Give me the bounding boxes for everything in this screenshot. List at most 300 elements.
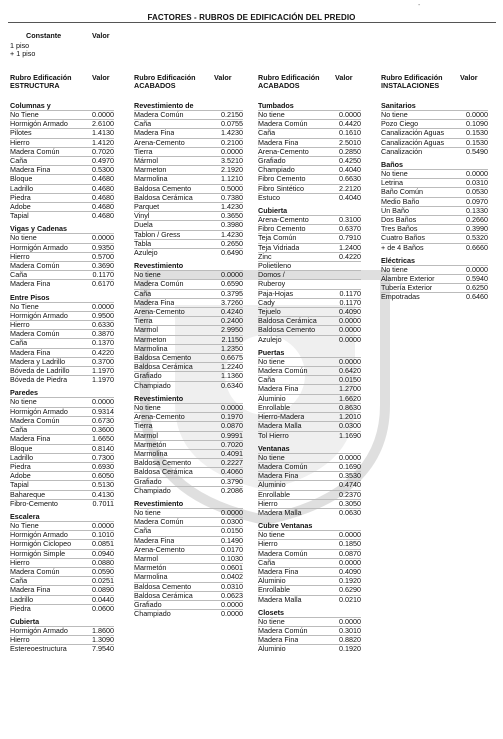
row-value: 1.4230	[221, 202, 243, 212]
row-value	[333, 271, 361, 279]
row-label: No tiene	[134, 271, 161, 280]
table-row	[258, 224, 361, 233]
table-row	[134, 156, 243, 165]
table-row	[10, 252, 114, 261]
table-row	[10, 595, 114, 604]
table-row	[258, 644, 361, 653]
table-row	[10, 348, 114, 357]
row-value: 0.3010	[339, 625, 361, 635]
row-label: Marmolina	[134, 573, 168, 582]
rubro-section	[10, 224, 114, 288]
row-value: 0.2660	[466, 215, 488, 225]
table-row	[134, 554, 243, 563]
row-value: 0.8630	[339, 402, 361, 412]
table-row	[10, 261, 114, 270]
table-row	[258, 375, 361, 384]
header-estructura	[10, 74, 72, 90]
table-row	[134, 298, 243, 307]
column-acabados-1	[134, 98, 243, 622]
row-label: Baldosa Cemento	[258, 326, 316, 335]
row-label: Hormigón Simple	[10, 549, 66, 558]
table-row	[10, 366, 114, 375]
row-value: 0.3790	[221, 476, 243, 486]
constante-list	[10, 42, 35, 58]
row-label: Ladrillo	[10, 184, 34, 193]
table-row	[10, 338, 114, 347]
row-label: Adobe	[10, 472, 31, 481]
row-value: 0.3795	[221, 288, 243, 298]
row-label: Madera Fina	[134, 536, 175, 545]
row-value: 0.7380	[221, 192, 243, 202]
row-label: Domos /	[258, 271, 285, 280]
row-value: 0.0870	[221, 421, 243, 431]
section-title: Ventanas	[258, 443, 290, 453]
table-row	[258, 325, 361, 334]
row-value: 1.1690	[339, 430, 361, 440]
row-label: Enrollable	[258, 586, 290, 595]
row-value: 0.6675	[221, 353, 243, 363]
row-label: Marmol	[134, 326, 158, 335]
row-label: Grafiado	[134, 477, 162, 486]
row-label: Zinc	[258, 252, 272, 261]
table-row	[258, 453, 361, 462]
row-value: 1.1970	[92, 375, 114, 385]
table-row	[134, 609, 243, 618]
row-label: Madera Fina	[134, 298, 175, 307]
row-label: Hormigón Armado	[10, 120, 68, 129]
table-row	[10, 202, 114, 211]
row-value: 0.0940	[92, 548, 114, 558]
table-row	[381, 197, 488, 206]
table-row	[134, 325, 243, 334]
rubro-section	[381, 160, 488, 252]
table-row	[258, 270, 361, 279]
table-row	[258, 412, 361, 421]
row-label: Madera Común	[258, 120, 308, 129]
table-row	[10, 635, 114, 644]
section-title: Columnas y	[10, 101, 51, 110]
row-value: 0.3690	[92, 261, 114, 271]
row-label: Hierro	[10, 558, 30, 567]
table-row	[134, 230, 243, 239]
table-row	[258, 335, 361, 344]
row-value: 0.6250	[466, 283, 488, 293]
table-row	[10, 211, 114, 220]
row-value: 0.3870	[92, 329, 114, 339]
table-row	[10, 156, 114, 165]
table-row	[134, 344, 243, 353]
row-label: Pilotes	[10, 129, 32, 138]
section-title: Baños	[381, 160, 403, 170]
rubro-section	[134, 499, 243, 618]
row-label: Aluminio	[258, 394, 286, 403]
table-row	[10, 184, 114, 193]
row-label: Madera Común	[258, 462, 308, 471]
table-row	[381, 187, 488, 196]
row-label: Dos Baños	[381, 216, 417, 225]
row-label: + de 4 Baños	[381, 243, 424, 252]
row-label: No tiene	[10, 234, 37, 243]
table-row	[10, 604, 114, 613]
table-row	[381, 243, 488, 252]
table-row	[381, 138, 488, 147]
rubro-section	[10, 617, 114, 654]
row-label: Madera Común	[10, 416, 60, 425]
row-label: Madera Fina	[10, 166, 51, 175]
table-row	[258, 530, 361, 539]
row-value: 0.3600	[92, 425, 114, 435]
row-value: 1.2010	[339, 412, 361, 422]
row-label: Pozo Ciego	[381, 120, 419, 129]
table-row	[134, 458, 243, 467]
table-row	[381, 119, 488, 128]
row-value: 0.2650	[221, 238, 243, 248]
row-value: 0.6370	[339, 224, 361, 234]
row-value: 1.4120	[92, 137, 114, 147]
row-value: 0.0150	[221, 526, 243, 536]
row-value: 0.1030	[221, 553, 243, 563]
row-value: 0.1170	[92, 270, 114, 280]
section-title: Puertas	[258, 347, 285, 357]
row-value: 0.4680	[92, 183, 114, 193]
row-value: 0.0870	[339, 548, 361, 558]
row-label: Hierro	[258, 499, 278, 508]
row-label: Fibro-Cemento	[10, 499, 58, 508]
row-value: 0.1610	[339, 128, 361, 138]
row-label: Hierro	[10, 321, 30, 330]
corner-tick: -	[418, 2, 421, 9]
row-value: 0.1010	[92, 530, 114, 540]
table-row	[10, 233, 114, 242]
row-label: Bahareque	[10, 490, 46, 499]
rubro-section	[258, 348, 361, 440]
row-label: Madera Común	[258, 367, 308, 376]
table-row	[10, 243, 114, 252]
row-label: Alambre Exterior	[381, 275, 435, 284]
row-value: 0.1330	[466, 205, 488, 215]
row-value: 0.8140	[92, 443, 114, 453]
row-label: Empotradas	[381, 293, 420, 302]
row-value: 0.6660	[466, 242, 488, 252]
table-row	[381, 215, 488, 224]
table-row	[134, 220, 243, 229]
table-row	[134, 536, 243, 545]
table-row	[258, 471, 361, 480]
row-label: No tiene	[381, 111, 408, 119]
row-value: 0.0000	[339, 334, 361, 344]
row-value: 0.0000	[466, 110, 488, 119]
header-rubro: Rubro Edificación	[258, 73, 320, 82]
row-label: Bóveda de Ladrillo	[10, 367, 70, 376]
header-valor: Valor	[460, 73, 478, 82]
row-value: 0.5700	[92, 251, 114, 261]
row-label: No Tiene	[10, 521, 39, 530]
table-row	[258, 394, 361, 403]
row-value: 0.1090	[466, 119, 488, 129]
row-label: Caña	[10, 577, 28, 586]
row-label: Madera Fina	[258, 567, 299, 576]
constante-valor-header: Valor	[92, 31, 110, 40]
row-value: 0.3980	[221, 220, 243, 230]
table-row	[10, 576, 114, 585]
table-row	[134, 591, 243, 600]
section-title: Cubierta	[258, 206, 288, 216]
table-row	[10, 165, 114, 174]
section-title: Eléctricas	[381, 255, 415, 265]
table-row	[10, 407, 114, 416]
row-label: Hormigón Armado	[10, 243, 68, 252]
row-label: Tabla	[134, 239, 152, 248]
row-value: 0.2100	[221, 137, 243, 147]
table-row	[381, 178, 488, 187]
rubro-section	[381, 256, 488, 302]
row-value: 0.0590	[92, 566, 114, 576]
row-label: No tiene	[10, 398, 37, 407]
row-label: Cuatro Baños	[381, 234, 425, 243]
row-label: Madera Fina	[258, 138, 299, 147]
table-row	[258, 147, 361, 156]
row-value: 0.0310	[466, 178, 488, 188]
row-label: Madera Común	[10, 147, 60, 156]
row-value: 0.1690	[339, 461, 361, 471]
row-value: 0.0000	[221, 270, 243, 280]
row-label: Madera Fina	[10, 280, 51, 289]
row-value: 0.5130	[92, 480, 114, 490]
row-label: Baldosa Cerámica	[134, 468, 193, 477]
row-value: 0.3700	[92, 356, 114, 366]
row-value: 0.0210	[339, 594, 361, 604]
table-row	[134, 184, 243, 193]
row-value: 0.2150	[221, 110, 243, 119]
row-value: 0.1170	[339, 288, 361, 298]
table-row	[10, 311, 114, 320]
row-label: Madera Común	[258, 626, 308, 635]
row-value: 0.0600	[92, 603, 114, 613]
table-row	[10, 471, 114, 480]
row-value: 0.4970	[92, 156, 114, 166]
row-value: 0.0623	[221, 590, 243, 600]
header-rubro: Rubro Edificación	[381, 73, 443, 82]
rubro-section	[258, 608, 361, 654]
row-label: Madera Malla	[258, 595, 302, 604]
row-value: 0.0440	[92, 594, 114, 604]
row-label: Tres Baños	[381, 225, 418, 234]
row-label: Bloque	[10, 444, 33, 453]
row-label: No tiene	[258, 531, 285, 540]
header-sub: ACABADOS	[258, 81, 300, 90]
table-row	[10, 279, 114, 288]
row-value: 1.1360	[221, 371, 243, 381]
table-row	[134, 362, 243, 371]
table-row	[258, 243, 361, 252]
row-value: 0.0970	[466, 196, 488, 206]
table-row	[134, 270, 243, 279]
row-label: Madera Común	[10, 262, 60, 271]
row-value: 0.0880	[92, 557, 114, 567]
column-instalaciones	[381, 98, 488, 306]
row-value: 0.7020	[221, 439, 243, 449]
row-value: 0.4090	[339, 307, 361, 317]
row-value: 0.3990	[466, 224, 488, 234]
row-value: 0.2227	[221, 458, 243, 468]
table-row	[134, 335, 243, 344]
row-value: 1.8600	[92, 625, 114, 635]
row-value	[333, 280, 361, 288]
table-row	[258, 316, 361, 325]
row-label: Baldosa Cerámica	[134, 193, 193, 202]
row-label: Madera Común	[258, 549, 308, 558]
row-value: 0.4250	[339, 156, 361, 166]
table-row	[258, 193, 361, 202]
row-label: Enrollable	[258, 403, 290, 412]
table-row	[258, 184, 361, 193]
section-title: Sanitarios	[381, 101, 416, 110]
table-row	[10, 128, 114, 137]
row-label: Estuco	[258, 193, 280, 202]
row-value: 0.0000	[221, 402, 243, 412]
row-value: 0.0150	[339, 375, 361, 385]
row-label: Tierra	[134, 422, 153, 431]
table-row	[258, 558, 361, 567]
row-value: 0.6590	[221, 279, 243, 289]
table-row	[258, 366, 361, 375]
table-row	[134, 440, 243, 449]
table-row	[381, 292, 488, 301]
table-row	[10, 375, 114, 384]
row-value: 0.0601	[221, 563, 243, 573]
row-label: Mármol	[134, 157, 158, 166]
table-row	[134, 563, 243, 572]
table-row	[134, 193, 243, 202]
row-value: 0.7300	[92, 452, 114, 462]
table-row	[258, 585, 361, 594]
row-value	[333, 262, 361, 270]
row-value: 0.0000	[339, 452, 361, 462]
row-label: Caña	[258, 558, 276, 567]
table-row	[258, 499, 361, 508]
row-value: 0.2400	[221, 316, 243, 326]
row-label: Marmol	[134, 554, 158, 563]
row-label: Baldosa Cerámica	[134, 591, 193, 600]
row-value: 0.9991	[221, 430, 243, 440]
table-row	[258, 635, 361, 644]
row-value: 1.2400	[339, 242, 361, 252]
row-value: 0.0000	[466, 264, 488, 274]
row-value: 1.1210	[221, 174, 243, 184]
row-label: Madera Común	[10, 567, 60, 576]
row-label: Hormigón Armado	[10, 407, 68, 416]
table-row	[134, 202, 243, 211]
row-value: 0.0000	[339, 356, 361, 366]
section-title: Revestimiento de	[134, 101, 194, 110]
row-label: Madera Fina	[258, 472, 299, 481]
row-label: Caña	[10, 271, 28, 280]
row-value: 0.4130	[92, 489, 114, 499]
row-label: Un Baño	[381, 206, 409, 215]
row-label: Arena-Cemento	[258, 216, 309, 225]
table-row	[258, 289, 361, 298]
rubro-section	[134, 394, 243, 495]
row-label: No tiene	[381, 265, 408, 274]
table-row	[134, 421, 243, 430]
row-value: 0.6460	[466, 292, 488, 302]
row-label: Hormigón Armado	[10, 626, 68, 635]
table-row	[134, 211, 243, 220]
rubro-section	[134, 101, 243, 257]
row-label: No tiene	[258, 617, 285, 626]
table-row	[134, 431, 243, 440]
row-label: No tiene	[134, 508, 161, 517]
table-row	[134, 239, 243, 248]
row-value: 0.4420	[339, 119, 361, 129]
row-label: Tapial	[10, 212, 29, 221]
table-row	[258, 307, 361, 316]
row-label: No Tiene	[10, 111, 39, 119]
row-value: 1.2240	[221, 362, 243, 372]
table-row	[10, 138, 114, 147]
table-row	[10, 444, 114, 453]
row-value: 0.1490	[221, 535, 243, 545]
row-value: 0.0170	[221, 544, 243, 554]
row-value: 0.0000	[339, 530, 361, 540]
row-value: 0.3100	[339, 215, 361, 225]
row-label: Champiado	[134, 381, 171, 390]
table-row	[134, 307, 243, 316]
rubro-section	[258, 101, 361, 202]
table-row	[381, 128, 488, 137]
row-label: Arena-Cemento	[134, 413, 185, 422]
table-row	[134, 110, 243, 119]
row-label: Madera Fina	[134, 129, 175, 138]
row-label: Caña	[258, 129, 276, 138]
table-row	[10, 357, 114, 366]
row-value: 2.1150	[221, 334, 243, 344]
table-row	[258, 595, 361, 604]
column-acabados-2	[258, 98, 361, 658]
row-value: 7.9540	[92, 644, 114, 654]
row-label: Grafiado	[134, 600, 162, 609]
section-title: Escalera	[10, 511, 40, 521]
row-label: Marmolina	[134, 175, 168, 184]
table-row	[10, 626, 114, 635]
row-label: Medio Baño	[381, 197, 420, 206]
table-row	[10, 119, 114, 128]
section-title: Revestimiento	[134, 261, 184, 271]
row-label: Madera Fina	[258, 385, 299, 394]
row-value: 0.4680	[92, 202, 114, 212]
row-label: Hierro	[10, 138, 30, 147]
row-value: 0.6340	[221, 380, 243, 390]
row-label: Madera Común	[134, 111, 184, 119]
table-row	[10, 539, 114, 548]
row-value: 0.1920	[339, 644, 361, 654]
table-row	[258, 165, 361, 174]
table-row	[10, 329, 114, 338]
table-row	[381, 274, 488, 283]
row-label: Aluminio	[258, 577, 286, 586]
row-label: Adobe	[10, 203, 31, 212]
table-row	[134, 353, 243, 362]
row-value: 0.1370	[92, 338, 114, 348]
table-row	[258, 215, 361, 224]
row-label: Hierro	[10, 636, 30, 645]
row-value: 0.1920	[339, 576, 361, 586]
row-value: 0.9314	[92, 406, 114, 416]
table-row	[258, 480, 361, 489]
row-label: Arena-Cemento	[134, 545, 185, 554]
row-value: 1.4230	[221, 128, 243, 138]
table-row	[10, 530, 114, 539]
